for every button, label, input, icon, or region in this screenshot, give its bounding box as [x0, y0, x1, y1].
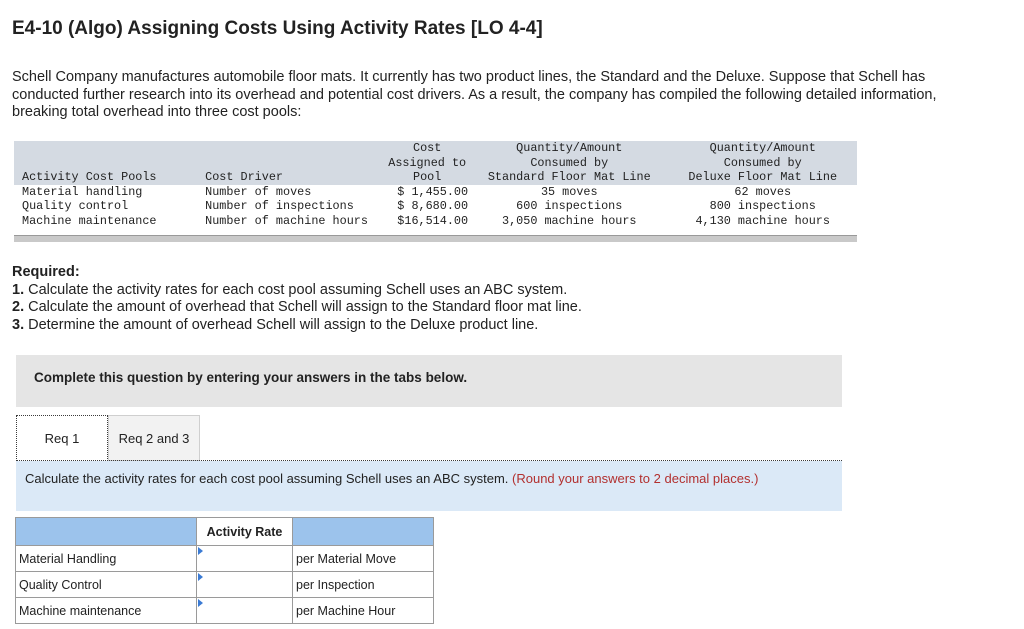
rate-cell-machine-maintenance: [197, 598, 293, 624]
problem-intro: Schell Company manufactures automobile floor mats. It currently has two product lines, the Standard and the Deluxe. Suppose that Schell has conducted further research into its overhead and potential cost drivers. As a result, the company has compiled the following detailed information, breaking total overhead into three cost pools:: [12, 69, 937, 120]
required-item-1: Calculate the activity rates for each cost pool assuming Schell uses an ABC system.: [24, 281, 568, 298]
instruction-text: Complete this question by entering your answers in the tabs below.: [34, 370, 468, 385]
deluxe-quantity: 4,130 machine hours: [695, 213, 830, 228]
answer-header-activity-rate: Activity Rate: [197, 518, 293, 546]
material-handling-rate-input[interactable]: [197, 548, 291, 570]
pool-cost: $16,514.00: [397, 213, 469, 228]
machine-maintenance-rate-input[interactable]: [197, 600, 291, 622]
tab-req-1-label: Req 1: [44, 430, 80, 446]
cost-driver: Number of inspections: [205, 199, 354, 213]
cost-table-header-row: [14, 141, 857, 185]
input-marker-icon: [198, 573, 203, 581]
standard-quantity: 3,050 machine hours: [502, 213, 637, 228]
pool-name: Machine maintenance: [22, 213, 157, 228]
header-pool: Activity Cost Pools: [22, 170, 157, 184]
pool-name: Quality control: [22, 199, 129, 213]
required-num-1: 1.: [12, 281, 25, 298]
header-driver: Cost Driver: [205, 170, 283, 184]
standard-quantity: 35 moves: [540, 184, 598, 199]
question-text: [25, 471, 815, 488]
input-marker-icon: [198, 547, 203, 555]
table-row: [14, 185, 857, 200]
rate-unit-material-move: per Material Move: [293, 546, 434, 572]
quality-control-rate-input[interactable]: [197, 574, 291, 596]
answer-header-unit-blank: [293, 518, 434, 546]
standard-quantity: 600 inspections: [516, 199, 623, 213]
required-section: [12, 264, 582, 334]
rate-unit-machine-hour: per Machine Hour: [293, 598, 434, 624]
table-scrollbar[interactable]: [14, 235, 857, 242]
rounding-note: (Round your answers to 2 decimal places.): [512, 471, 759, 486]
table-row: [14, 199, 857, 214]
required-item-3: Determine the amount of overhead Schell will assign to the Deluxe product line.: [24, 316, 539, 333]
rate-label-material-handling: Material Handling: [16, 546, 197, 572]
page-title: E4-10 (Algo) Assigning Costs Using Activity Rates [LO 4-4]: [12, 18, 543, 39]
question-prompt: Calculate the activity rates for each cost pool assuming Schell uses an ABC system.: [25, 471, 513, 486]
required-heading: Required:: [12, 264, 80, 280]
tab-req-1[interactable]: [16, 415, 108, 461]
required-num-2: 2.: [12, 299, 25, 315]
tab-req-2-and-3-label: Req 2 and 3: [118, 430, 190, 446]
rate-label-quality-control: Quality Control: [16, 572, 197, 598]
answer-header-blank: [16, 518, 197, 546]
instruction-banner: [16, 355, 842, 407]
table-row: [16, 546, 434, 572]
rate-label-machine-maintenance: Machine maintenance: [16, 598, 197, 624]
pool-cost: $ 1,455.00: [397, 184, 469, 199]
pool-name: Material handling: [22, 184, 143, 199]
activity-rate-table: [15, 517, 434, 624]
cost-pool-table: [14, 141, 857, 228]
question-panel: [16, 461, 842, 511]
deluxe-quantity: 62 moves: [734, 184, 792, 199]
table-row: [16, 572, 434, 598]
cost-driver: Number of moves: [205, 184, 312, 199]
rate-unit-inspection: per Inspection: [293, 572, 434, 598]
input-marker-icon: [198, 599, 203, 607]
deluxe-quantity: 800 inspections: [709, 199, 816, 213]
pool-cost: $ 8,680.00: [397, 199, 469, 213]
rate-cell-material-handling: [197, 546, 293, 572]
cost-driver: Number of machine hours: [205, 213, 368, 228]
required-item-2: Calculate the amount of overhead that Schell will assign to the Standard floor mat line.: [24, 299, 582, 315]
header-cost: Cost Assigned to Pool: [388, 141, 467, 184]
tab-req-2-and-3[interactable]: [108, 415, 200, 461]
header-standard: Quantity/Amount Consumed by Standard Floor Mat Line: [487, 141, 651, 184]
table-row: [16, 598, 434, 624]
table-row: [14, 214, 857, 229]
required-num-3: 3.: [12, 316, 25, 333]
header-deluxe: Quantity/Amount Consumed by Deluxe Floor Mat Line: [688, 141, 838, 184]
rate-cell-quality-control: [197, 572, 293, 598]
